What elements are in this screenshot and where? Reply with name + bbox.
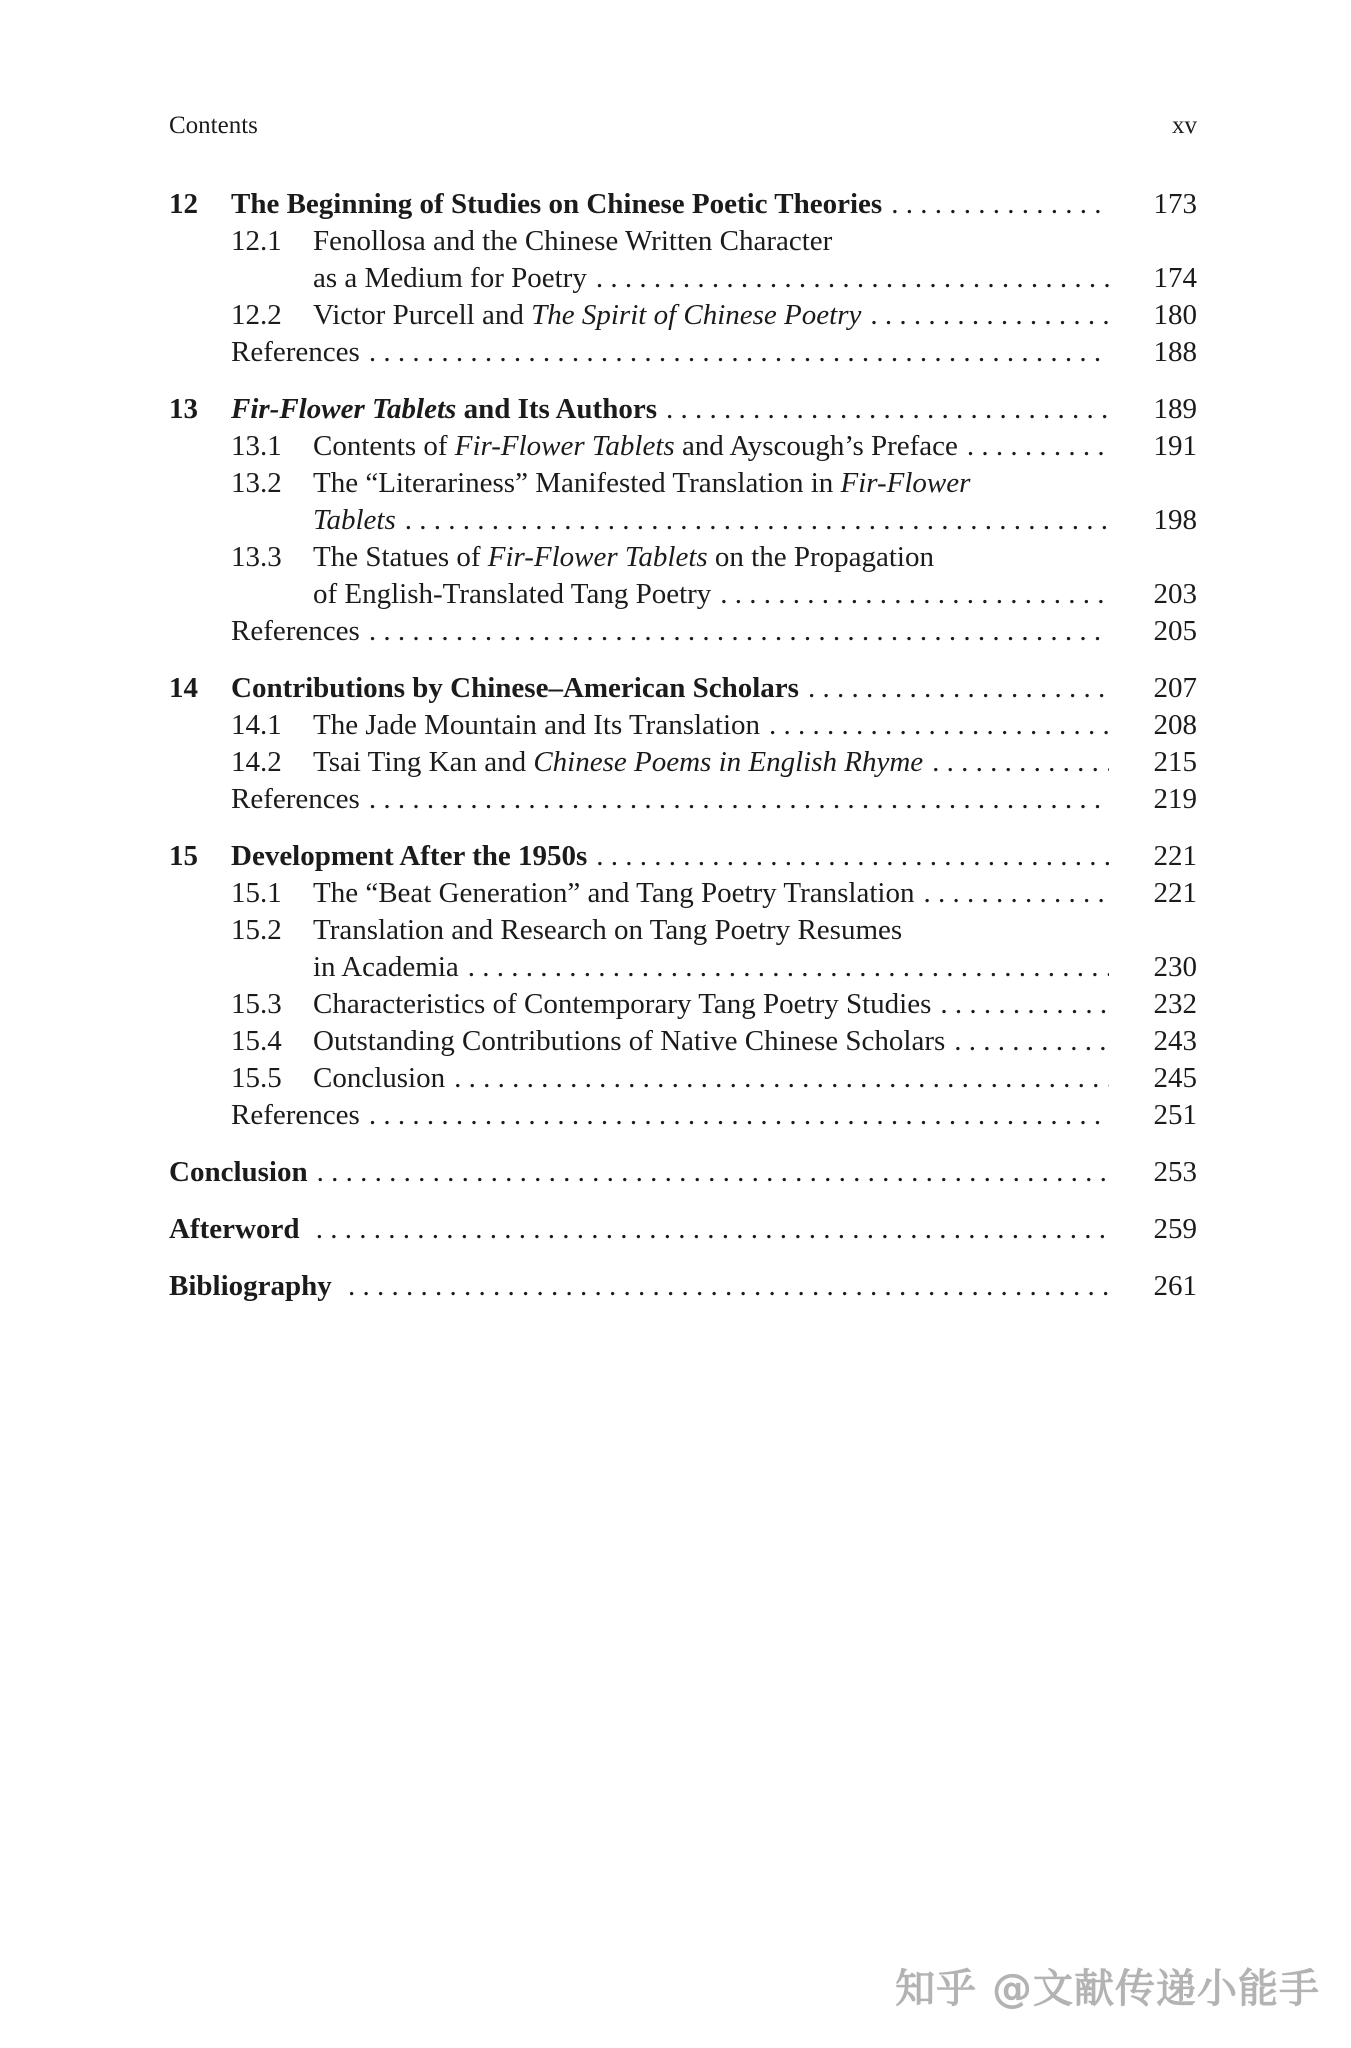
- toc-title-segment: as a Medium for Poetry: [313, 262, 587, 294]
- toc-title-segment: Victor Purcell and: [313, 299, 532, 331]
- toc-page-number: 259: [1153, 1213, 1197, 1245]
- dot-leader: [587, 838, 1109, 875]
- toc-line: [169, 744, 1197, 781]
- toc-title-segment: Tablets: [313, 504, 396, 536]
- toc-title-segment: The “Literariness” Manifested Translation in: [313, 467, 841, 499]
- toc-title-segment: The Statues of: [313, 541, 488, 573]
- toc-page-number: 189: [1153, 393, 1197, 425]
- dot-leader: [711, 576, 1109, 613]
- dot-leader: [307, 1211, 1109, 1248]
- dot-leader: [914, 875, 1109, 912]
- toc-page-number: 221: [1153, 840, 1197, 872]
- toc-line: [169, 986, 1197, 1023]
- toc-line: [169, 334, 1197, 371]
- toc-line: [169, 1060, 1197, 1097]
- toc-block: [169, 1268, 1197, 1305]
- toc-line: [169, 465, 1197, 502]
- toc-line: [169, 223, 1197, 260]
- toc-entry-title: [313, 576, 711, 613]
- toc-page-number: 245: [1153, 1062, 1197, 1094]
- toc-entry-title: [313, 986, 931, 1023]
- toc-entry-number: 15.1: [231, 877, 282, 909]
- toc-page-number: 261: [1153, 1270, 1197, 1302]
- toc-entry-title: [313, 1023, 945, 1060]
- toc-title-segment: Conclusion: [313, 1062, 446, 1094]
- running-header-title: Contents: [169, 112, 258, 139]
- dot-leader: [861, 297, 1109, 334]
- toc-line: [169, 1097, 1197, 1134]
- toc-entry-number: 15.4: [231, 1025, 282, 1057]
- dot-leader: [445, 1060, 1109, 1097]
- toc-title-segment: References: [231, 783, 360, 815]
- toc-page-number: 230: [1153, 951, 1197, 983]
- toc-entry-title: [313, 502, 396, 539]
- toc-title-segment: Contents of: [313, 430, 455, 462]
- toc-title-segment: on the Propagation: [707, 541, 934, 573]
- toc-page-number: 188: [1153, 336, 1197, 368]
- toc-title-segment: and Ayscough’s Preface: [674, 430, 958, 462]
- toc-title-segment: The “Beat Generation” and Tang Poetry Translation: [313, 877, 915, 909]
- toc-page-number: 198: [1153, 504, 1197, 536]
- toc-line: [169, 1211, 1197, 1248]
- toc-page-number: 207: [1153, 672, 1197, 704]
- toc-line: [169, 949, 1197, 986]
- toc-title-segment: The Spirit of Chinese Poetry: [531, 299, 862, 331]
- toc-entry-title: [313, 744, 923, 781]
- dot-leader: [308, 1154, 1109, 1191]
- toc-line: [169, 838, 1197, 875]
- dot-leader: [339, 1268, 1109, 1305]
- toc-line: [169, 670, 1197, 707]
- toc-title-segment: Fir-Flower Tablets: [487, 541, 708, 573]
- toc-line: [169, 428, 1197, 465]
- toc-line: [169, 1154, 1197, 1191]
- toc-entry-number: 14.2: [231, 746, 282, 778]
- toc: [169, 186, 1197, 1305]
- toc-entry-title: [231, 334, 360, 371]
- toc-entry-title: [169, 1154, 308, 1191]
- toc-title-segment: Fir-Flower Tablets: [231, 393, 457, 425]
- toc-title-segment: References: [231, 1099, 360, 1131]
- dot-leader: [931, 986, 1109, 1023]
- toc-block: [169, 1211, 1197, 1248]
- dot-leader: [360, 334, 1109, 371]
- toc-block: [169, 670, 1197, 818]
- page-content: [169, 110, 1197, 1305]
- toc-title-segment: References: [231, 615, 360, 647]
- toc-line: [169, 297, 1197, 334]
- toc-entry-number: 15.2: [231, 914, 282, 946]
- toc-title-segment: Outstanding Contributions of Native Chinese Scholars: [313, 1025, 946, 1057]
- toc-page-number: 203: [1153, 578, 1197, 610]
- toc-title-segment: Afterword: [169, 1213, 307, 1245]
- toc-line: [169, 912, 1197, 949]
- toc-entry-number: 15.3: [231, 988, 282, 1020]
- toc-line: [169, 260, 1197, 297]
- toc-line: [169, 391, 1197, 428]
- toc-title-segment: Chinese Poems in English Rhyme: [533, 746, 924, 778]
- toc-title-segment: Conclusion: [169, 1156, 308, 1188]
- toc-line: [169, 707, 1197, 744]
- toc-page-number: 191: [1153, 430, 1197, 462]
- toc-page-number: 253: [1153, 1156, 1197, 1188]
- dot-leader: [360, 781, 1109, 818]
- toc-entry-title: [231, 186, 882, 223]
- toc-title-segment: Development After the 1950s: [231, 840, 588, 872]
- toc-entry-title: [313, 465, 970, 502]
- toc-title-segment: Tsai Ting Kan and: [313, 746, 534, 778]
- toc-block: [169, 391, 1197, 650]
- toc-entry-title: [231, 391, 657, 428]
- dot-leader: [923, 744, 1109, 781]
- toc-page-number: 208: [1153, 709, 1197, 741]
- toc-title-segment: Fenollosa and the Chinese Written Character: [313, 225, 833, 257]
- folio-page-number: xv: [1172, 112, 1197, 139]
- toc-title-segment: Fir-Flower: [840, 467, 971, 499]
- dot-leader: [459, 949, 1109, 986]
- dot-leader: [760, 707, 1109, 744]
- toc-entry-number: 13: [169, 393, 198, 425]
- dot-leader: [360, 613, 1109, 650]
- dot-leader: [657, 391, 1109, 428]
- toc-entry-title: [313, 223, 832, 260]
- toc-entry-title: [313, 707, 760, 744]
- toc-title-segment: and Its Authors: [456, 393, 657, 425]
- toc-line: [169, 576, 1197, 613]
- toc-title-segment: of English-Translated Tang Poetry: [313, 578, 712, 610]
- toc-entry-number: 15: [169, 840, 198, 872]
- toc-title-segment: The Beginning of Studies on Chinese Poetic Theories: [231, 188, 883, 220]
- toc-entry-title: [313, 1060, 445, 1097]
- toc-entry-number: 12: [169, 188, 198, 220]
- dot-leader: [799, 670, 1109, 707]
- toc-entry-number: 13.1: [231, 430, 282, 462]
- toc-entry-number: 12.1: [231, 225, 282, 257]
- toc-title-segment: Translation and Research on Tang Poetry Resumes: [313, 914, 903, 946]
- toc-line: [169, 781, 1197, 818]
- toc-entry-title: [231, 781, 360, 818]
- toc-entry-title: [313, 949, 459, 986]
- toc-block: [169, 186, 1197, 371]
- toc-entry-title: [169, 1211, 307, 1248]
- toc-page-number: 180: [1153, 299, 1197, 331]
- toc-entry-title: [313, 539, 934, 576]
- toc-page-number: 215: [1153, 746, 1197, 778]
- toc-entry-number: 14.1: [231, 709, 282, 741]
- dot-leader: [882, 186, 1109, 223]
- toc-entry-title: [313, 912, 902, 949]
- running-header: [169, 110, 1197, 142]
- toc-entry-number: 15.5: [231, 1062, 282, 1094]
- dot-leader: [958, 428, 1109, 465]
- toc-entry-title: [169, 1268, 339, 1305]
- toc-entry-number: 12.2: [231, 299, 282, 331]
- toc-entry-title: [231, 670, 799, 707]
- toc-page-number: 219: [1153, 783, 1197, 815]
- toc-entry-title: [313, 260, 587, 297]
- toc-title-segment: in Academia: [313, 951, 459, 983]
- toc-page-number: 173: [1153, 188, 1197, 220]
- toc-title-segment: Bibliography: [169, 1270, 340, 1302]
- toc-line: [169, 613, 1197, 650]
- toc-page-number: 251: [1153, 1099, 1197, 1131]
- toc-line: [169, 1023, 1197, 1060]
- dot-leader: [945, 1023, 1109, 1060]
- toc-block: [169, 838, 1197, 1134]
- toc-title-segment: The Jade Mountain and Its Translation: [313, 709, 761, 741]
- toc-line: [169, 1268, 1197, 1305]
- toc-entry-number: 13.2: [231, 467, 282, 499]
- dot-leader: [587, 260, 1109, 297]
- dot-leader: [360, 1097, 1109, 1134]
- toc-page-number: 174: [1153, 262, 1197, 294]
- toc-entry-title: [313, 297, 861, 334]
- toc-page-number: 232: [1153, 988, 1197, 1020]
- toc-title-segment: Contributions by Chinese–American Scholars: [231, 672, 799, 704]
- toc-entry-number: 14: [169, 672, 198, 704]
- toc-entry-title: [231, 1097, 360, 1134]
- dot-leader: [396, 502, 1109, 539]
- toc-entry-title: [313, 875, 914, 912]
- toc-title-segment: Characteristics of Contemporary Tang Poetry Studies: [313, 988, 932, 1020]
- watermark: 知乎 @文献传递小能手: [895, 1966, 1320, 2012]
- toc-entry-title: [231, 838, 587, 875]
- toc-line: [169, 539, 1197, 576]
- toc-block: [169, 1154, 1197, 1191]
- toc-entry-title: [231, 613, 360, 650]
- toc-line: [169, 502, 1197, 539]
- toc-line: [169, 875, 1197, 912]
- toc-entry-title: [313, 428, 958, 465]
- toc-title-segment: References: [231, 336, 360, 368]
- toc-page-number: 205: [1153, 615, 1197, 647]
- toc-page-number: 243: [1153, 1025, 1197, 1057]
- toc-title-segment: Fir-Flower Tablets: [454, 430, 675, 462]
- toc-page-number: 221: [1153, 877, 1197, 909]
- toc-entry-number: 13.3: [231, 541, 282, 573]
- toc-line: [169, 186, 1197, 223]
